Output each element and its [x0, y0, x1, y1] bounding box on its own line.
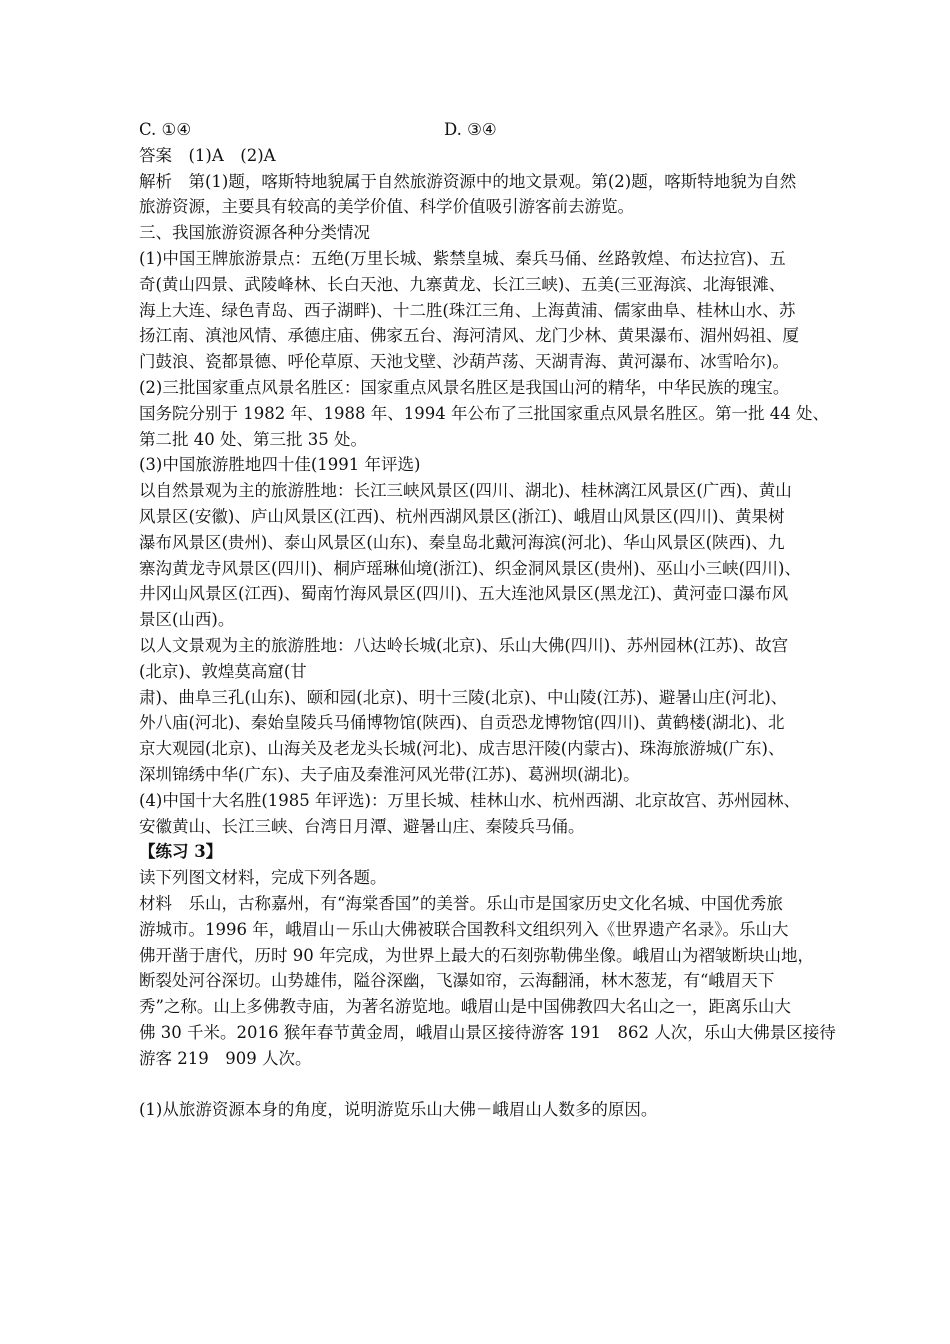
material-line: 佛 30 千米。2016 猴年春节黄金周，峨眉山景区接待游客 191 862 人次，乐山大佛景区接待	[139, 1022, 836, 1042]
item2-line: 第二批 40 处、第三批 35 处。	[139, 429, 367, 449]
option-c: C. ①④	[139, 120, 192, 139]
answer-line: 答案 (1)A (2)A	[139, 145, 276, 165]
material-paragraph	[139, 891, 836, 1072]
item1-line: 门鼓浪、瓷都景德、呼伦草原、天池戈壁、沙葫芦荡、天湖青海、黄河瀑布、冰雪哈尔)。	[139, 352, 789, 372]
cultural-line: 外八庙(河北)、秦始皇陵兵马俑博物馆(陕西)、自贡恐龙博物馆(四川)、黄鹤楼(湖北)、北	[139, 713, 785, 733]
document-page	[139, 117, 836, 1123]
natural-line: 以自然景观为主的旅游胜地：长江三峡风景区(四川、湖北)、桂林漓江风景区(广西)、黄山	[139, 481, 792, 501]
item2-line: 国务院分别于 1982 年、1988 年、1994 年公布了三批国家重点风景名胜区。第一批 44 处、	[139, 403, 829, 423]
item1-paragraph	[139, 246, 819, 375]
item1-line: 扬江南、滇池风情、承德庄庙、佛家五台、海河清风、龙门少林、黄果瀑布、湄州妈祖、厦	[139, 326, 799, 346]
cultural-line: 深圳锦绣中华(广东)、夫子庙及秦淮河风光带(江苏)、葛洲坝(湖北)。	[139, 764, 640, 784]
cultural-line: (北京)、敦煌莫高窟(甘	[139, 661, 307, 681]
material-line: 秀”之称。山上多佛教寺庙，为著名游览地。峨眉山是中国佛教四大名山之一，距离乐山大	[139, 997, 791, 1017]
cultural-line: 肃)、曲阜三孔(山东)、颐和园(北京)、明十三陵(北京)、中山陵(江苏)、避暑山庄(河北)、	[139, 687, 788, 707]
material-line: 断裂处河谷深切。山势雄伟，隘谷深幽，飞瀑如帘，云海翻涌，林木葱茏，有“峨眉天下	[139, 971, 775, 991]
natural-line: 井冈山风景区(江西)、蜀南竹海风景区(四川)、五大连池风景区(黑龙江)、黄河壶口瀑布风	[139, 584, 789, 604]
item4-paragraph	[139, 788, 819, 840]
question-1: (1)从旅游资源本身的角度，说明游览乐山大佛－峨眉山人数多的原因。	[139, 1100, 658, 1120]
section-title: 三、我国旅游资源各种分类情况	[139, 223, 370, 243]
item1-line: 海上大连、绿色青岛、西子湖畔)、十二胜(珠江三角、上海黄浦、儒家曲阜、桂林山水、苏	[139, 300, 796, 320]
options-row	[139, 117, 819, 143]
item1-line: (1)中国王牌旅游景点：五绝(万里长城、紫禁皇城、秦兵马俑、丝路敦煌、布达拉宫)、五	[139, 248, 786, 268]
material-line: 材料 乐山，古称嘉州，有“海棠香国”的美誉。乐山市是国家历史文化名城、中国优秀旅	[139, 893, 783, 913]
item2-paragraph	[139, 375, 829, 452]
item2-line: (2)三批国家重点风景名胜区：国家重点风景名胜区是我国山河的精华，中华民族的瑰宝。	[139, 377, 790, 397]
natural-line: 瀑布风景区(贵州)、泰山风景区(山东)、秦皇岛北戴河海滨(河北)、华山风景区(陕西)、九	[139, 532, 785, 552]
analysis-line: 解析 第(1)题，喀斯特地貌属于自然旅游资源中的地文景观。第(2)题，喀斯特地貌为自然	[139, 171, 797, 191]
natural-line: 景区(山西)。	[139, 610, 235, 630]
cultural-line: 京大观园(北京)、山海关及老龙头长城(河北)、成吉思汗陵(内蒙古)、珠海旅游城(广东)、	[139, 739, 785, 759]
item1-line: 奇(黄山四景、武陵峰林、长白天池、九寨黄龙、长江三峡)、五美(三亚海滨、北海银滩、	[139, 274, 786, 294]
natural-line: 风景区(安徽)、庐山风景区(江西)、杭州西湖风景区(浙江)、峨眉山风景区(四川)、黄果树	[139, 506, 785, 526]
cultural-line: 以人文景观为主的旅游胜地：八达岭长城(北京)、乐山大佛(四川)、苏州园林(江苏)、故宫	[139, 635, 789, 655]
natural-paragraph	[139, 478, 819, 633]
natural-line: 寨沟黄龙寺风景区(四川)、桐庐瑶琳仙境(浙江)、织金洞风景区(贵州)、巫山小三峡(四川)、	[139, 558, 801, 578]
cultural-paragraph	[139, 633, 819, 788]
material-line: 游客 219 909 人次。	[139, 1048, 312, 1068]
blank-line	[139, 1071, 819, 1097]
material-line: 佛开凿于唐代，历时 90 年完成，为世界上最大的石刻弥勒佛坐像。峨眉山为褶皱断块山地，	[139, 945, 814, 965]
item3-title: (3)中国旅游胜地四十佳(1991 年评选)	[139, 455, 421, 475]
analysis-line: 旅游资源，主要具有较高的美学价值、科学价值吸引游客前去游览。	[139, 197, 634, 217]
item4-line: 安徽黄山、长江三峡、台湾日月潭、避暑山庄、秦陵兵马俑。	[139, 816, 585, 836]
item4-line: (4)中国十大名胜(1985 年评选)：万里长城、桂林山水、杭州西湖、北京故宫、苏州园林、	[139, 790, 800, 810]
option-d: D. ③④	[444, 120, 497, 139]
exercise-instruction: 读下列图文材料，完成下列各题。	[139, 868, 387, 888]
exercise-title: 【练习 3】	[139, 842, 223, 862]
material-line: 游城市。1996 年，峨眉山－乐山大佛被联合国教科文组织列入《世界遗产名录》。乐山大	[139, 919, 789, 939]
analysis-paragraph	[139, 169, 819, 221]
